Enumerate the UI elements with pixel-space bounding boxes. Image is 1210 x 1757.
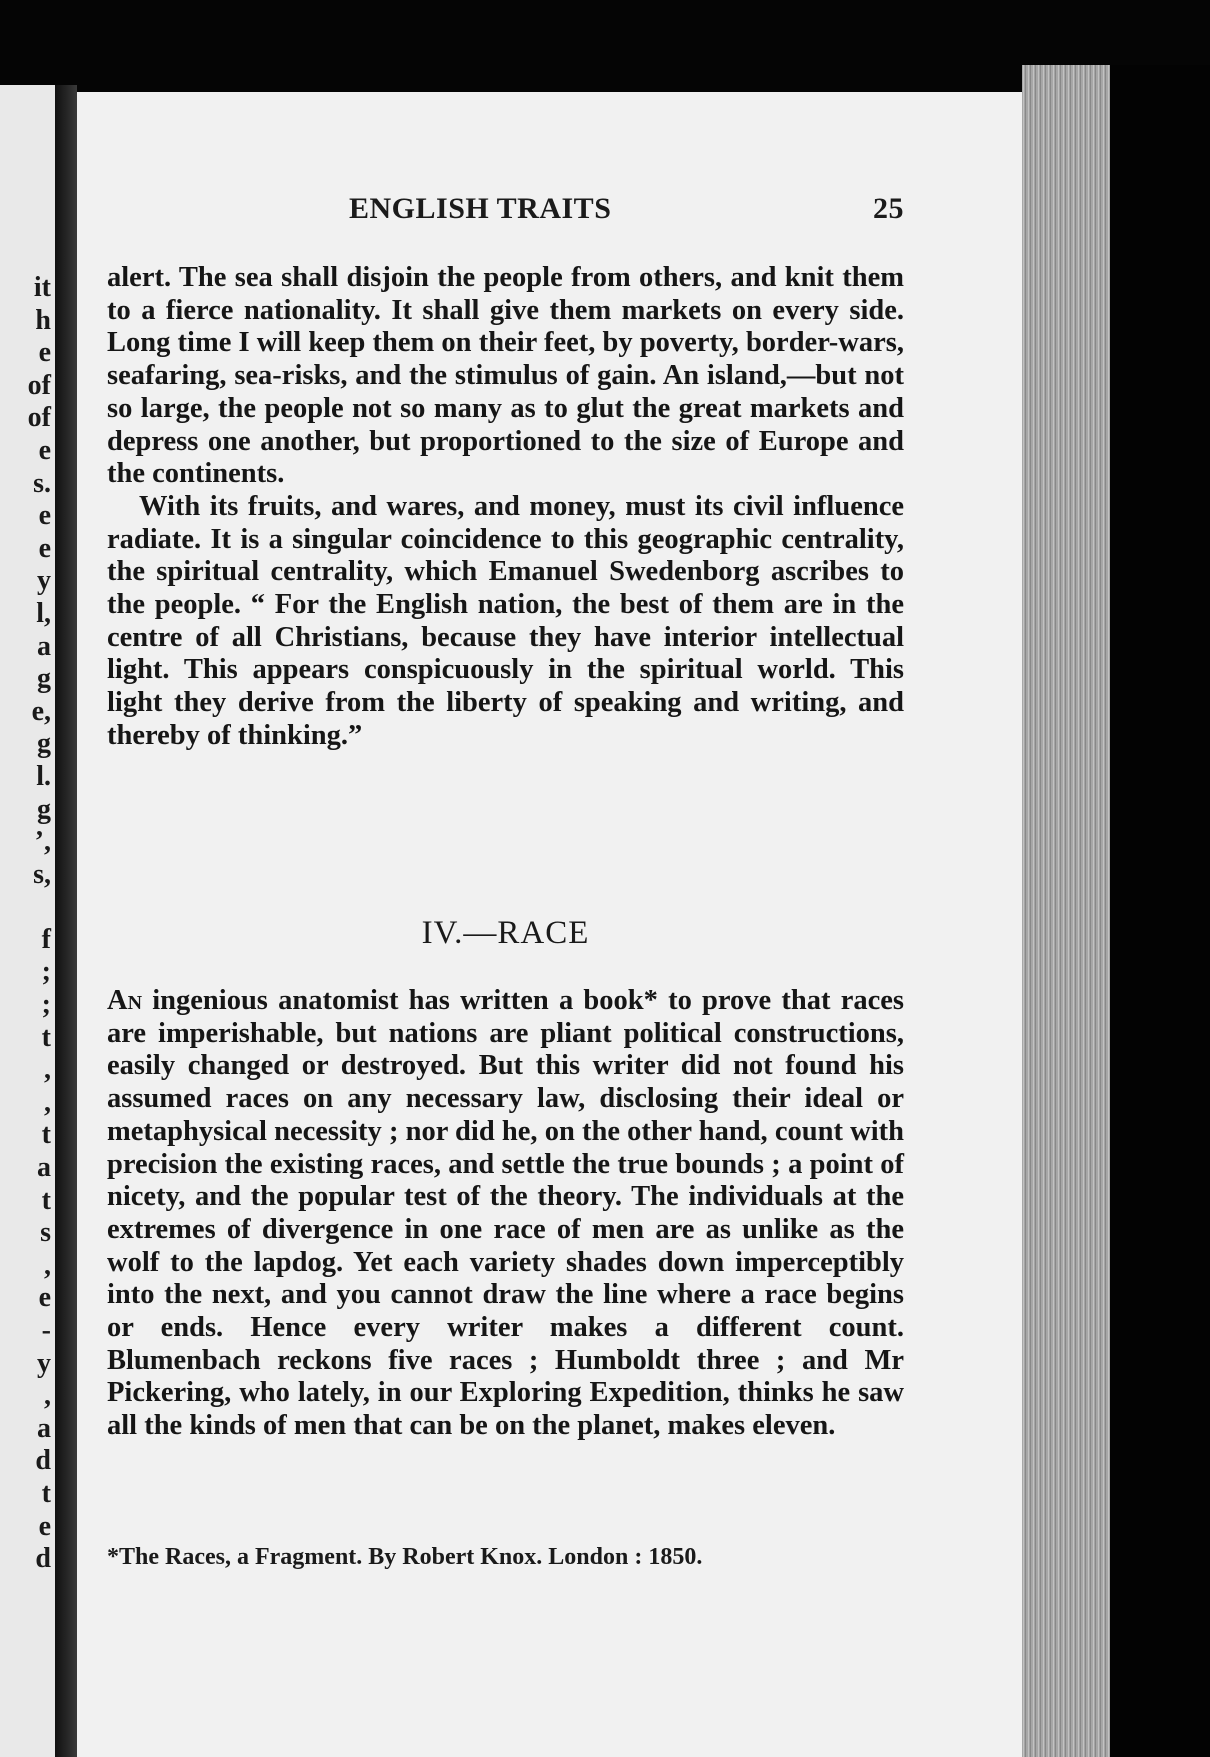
previous-page-fragment: t <box>41 1184 51 1216</box>
right-shadow <box>1110 65 1210 1757</box>
previous-page-fragment: l, <box>36 597 51 629</box>
previous-page-fragment: s. <box>33 467 51 499</box>
previous-page-fragment: a <box>37 1412 51 1444</box>
chapter-body <box>107 985 904 1443</box>
previous-page-fragment: t <box>41 1021 51 1053</box>
previous-page-fragment: e <box>38 1282 51 1314</box>
chapter-heading: IV.—RACE <box>421 915 590 951</box>
previous-page-fragment: l. <box>36 760 51 792</box>
previous-page-text-fragments <box>0 272 55 1576</box>
previous-page-fragment: e <box>38 532 51 564</box>
previous-page-fragment: - <box>41 1315 51 1346</box>
page-edges <box>1022 65 1110 1757</box>
paragraph: alert. The sea shall disjoin the people from others, and knit them to a fierce nationality. It shall give them markets on every side. Long time I will keep them on their feet, by poverty, border-wars, seafaring, sea-risks, and the stimulus of gain. An island,—but not so large, the people not so many as to glut the great markets and depress one another, but proportioned to the size of Europe and the continents. <box>107 262 904 490</box>
previous-page-fragment: e <box>38 434 51 466</box>
previous-page-fragment: a <box>37 1152 51 1184</box>
previous-page-fragment: s <box>40 1217 51 1249</box>
previous-page-fragment: e <box>38 337 51 369</box>
previous-page-fragment: t <box>41 1119 51 1151</box>
previous-page-fragment: ’, <box>34 826 51 858</box>
previous-page-fragment: of <box>27 369 51 401</box>
previous-page-fragment: g <box>37 663 51 695</box>
previous-page-fragment: , <box>44 1086 51 1118</box>
previous-page-fragment: it <box>33 272 51 303</box>
previous-page-fragment: ; <box>41 956 51 988</box>
previous-page-fragment: h <box>35 304 51 336</box>
previous-page-fragment: , <box>44 1054 51 1086</box>
previous-page-fragment: d <box>35 1445 51 1477</box>
running-head-title: ENGLISH TRAITS <box>349 192 612 225</box>
previous-page-fragment: d <box>35 1543 51 1575</box>
paragraph: With its fruits, and wares, and money, must its civil influence radiate. It is a singular coincidence to this geographic centrality, the spiritual centrality, which Emanuel Swedenborg ascribes to the people. “ For the English nation, the best of them are in the centre of all Christians, because they have interior intellectual light. This appears conspicuously in the spiritual world. This light they derive from the liberty of speaking and writing, and thereby of thinking.” <box>107 490 904 751</box>
previous-page-fragment: f <box>41 923 51 955</box>
previous-page-fragment: y <box>37 1347 51 1379</box>
book-gutter <box>55 85 77 1757</box>
previous-page-fragment: e, <box>31 695 51 727</box>
previous-page-fragment: , <box>44 1380 51 1412</box>
previous-page-fragment: e <box>38 1510 51 1542</box>
previous-page-fragment: , <box>44 1249 51 1281</box>
previous-page-fragment <box>0 891 55 924</box>
opening-word: An <box>107 985 143 1016</box>
previous-page-fragment: y <box>37 565 51 597</box>
continued-section <box>107 262 904 753</box>
previous-page-fragment: ; <box>41 989 51 1021</box>
previous-page-fragment: of <box>27 402 51 434</box>
paragraph-text: ingenious anatomist has written a book* to prove that races are imperishable, but nations are pliant political constructions, easily changed or destroyed. But this writer did not found his assumed races on any necessary law, disclosing their ideal or metaphysical necessity ; nor did he, on the other hand, count with precision the existing races, and settle the true bounds ; a point of nicety, and the popular test of the theory. The individuals at the extremes of divergence in one race of men are as unlike as the wolf to the lapdog. Yet each variety shades down imperceptibly into the next, and you cannot draw the line where a race begins or ends. Hence every writer makes a different count. Blumenbach reckons five races ; Humboldt three ; and Mr Pickering, who lately, in our Exploring Expedition, thinks he saw all the kinds of men that can be on the planet, makes eleven. <box>107 985 905 1442</box>
page-number: 25 <box>873 192 904 225</box>
previous-page-fragment: e <box>38 500 51 532</box>
paragraph <box>107 985 904 1443</box>
previous-page-fragment: s, <box>33 858 51 890</box>
previous-page-fragment: g <box>37 728 51 760</box>
previous-page-fragment: t <box>41 1477 51 1509</box>
previous-page-fragment: a <box>37 630 51 662</box>
footnote: *The Races, a Fragment. By Robert Knox. London : 1850. <box>107 1544 703 1570</box>
previous-page-fragment: g <box>37 793 51 825</box>
